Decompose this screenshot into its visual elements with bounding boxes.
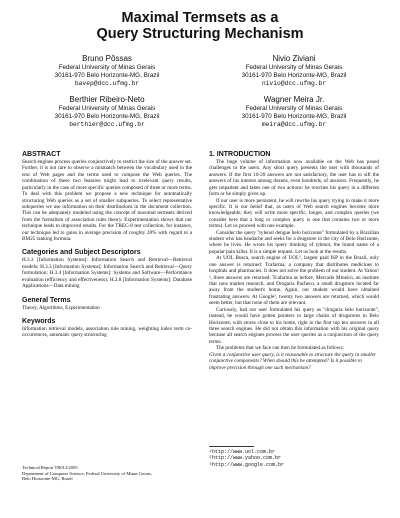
categories-heading: Categories and Subject Descriptors (22, 249, 141, 257)
categories-text: H.3.3 [Information Systems]: Information Search and Retrieval—Retrieval models; H.3.3 [Information Systems]: Information Search and Retrieval—Query formulation; H.3.4 [Information Systems]: Systems and Software—Performance evaluation (efficiency and effectiveness); H.2.8 [Information Systems]: Database Applications—Data mining (22, 257, 192, 290)
author-block-1 (22, 54, 192, 87)
author-address: 30161-970 Belo Horizonte-MG, Brazil (241, 71, 347, 79)
author-email: nivio@dcc.ufmg.br (261, 79, 327, 87)
intro-paragraph: At UOL Busca, search engine of UOL¹, largest paid ISP in the Brazil, only one answer is returned: Tcafarma, a company that distributes medicines to hospitals and pharmacies. It does not solve the problem of our student. At Yahoo!², three answers are returned: Tcafarma as before, Mercado Mineiro, an institute that runs market research, and Drogaria Pacheco, a small drugstore located far away from the student's home. Again, our student would have obtained frustrating answers. At Google³, twenty two answers are returned, which would seem better, but that none of them are relevant. (209, 255, 379, 307)
author-name: Wagner Meira Jr. (263, 95, 325, 104)
author-block-3 (22, 95, 192, 128)
title-line-2: Query Structuring Mechanism (96, 26, 304, 42)
author-email: bavep@dcc.ufmg.br (74, 79, 140, 87)
author-affiliation: Federal University of Minas Gerais (58, 105, 156, 112)
general-terms-text: Theory, Algorithms, Experimentation (22, 304, 100, 311)
technical-report-note (22, 465, 192, 482)
right-column (209, 150, 379, 371)
author-email: meira@dcc.ufmg.br (261, 120, 327, 128)
keywords-text: Information retrieval models, association rule mining, weighting index term co-occurrences, automatic query structuring (22, 326, 192, 339)
keywords-heading: Keywords (22, 318, 56, 326)
author-block-4 (209, 95, 379, 128)
footnote-uol[interactable]: ¹http://www.uol.com.br (209, 449, 276, 455)
author-address: 30161-970 Belo Horizonte-MG, Brazil (54, 71, 160, 79)
title-line-1: Maximal Termsets as a (121, 10, 279, 26)
report-line-1: Technical Report TR012/2005 (22, 465, 78, 470)
intro-paragraph: The problems that we face can then be formulated as follows: (216, 345, 344, 352)
author-name: Nivio Ziviani (272, 54, 316, 63)
general-terms-heading: General Terms (22, 296, 71, 304)
author-name: Bruno Pôssas (82, 54, 132, 63)
author-name: Berthier Ribeiro-Neto (69, 95, 145, 104)
author-email: berthier@dcc.ufmg.br (69, 120, 145, 128)
author-address: 30161-970 Belo Horizonte-MG, Brazil (241, 112, 347, 120)
footnote-google[interactable]: ³http://www.google.com.br (209, 461, 285, 468)
intro-quote: Given a conjunctive user query, is it reasonable to structure the query in smaller conjunctive components? When should this be attempted? Is it possible to improve precision through one such mechanism? (209, 351, 377, 371)
author-block-2 (209, 54, 379, 87)
author-affiliation: Federal University of Minas Gerais (245, 64, 343, 71)
footnotes (209, 446, 379, 468)
paper-title (0, 10, 400, 42)
footnote-yahoo[interactable]: ²http://www.yahoo.com.br (209, 455, 282, 462)
author-affiliation: Federal University of Minas Gerais (245, 105, 343, 112)
author-affiliation: Federal University of Minas Gerais (58, 64, 156, 71)
introduction-heading: 1. INTRODUCTION (209, 151, 271, 158)
intro-paragraph: Consider the query "tylenol dengue belo horizonte" formulated by a Brazilian student who has headache and seeks for a drugstore in the city of Belo Horizonte, where he lives. He wrote his query thinking of tylenol, the brand name of a popular pain killer. It is a simple request. Let us look at the results. (209, 229, 379, 255)
intro-paragraph: If our user is more persistent, he will rewrite his query trying to make it more specific. It is our belief that, as users of Web search engines become more knowledgeable, they will write more specific, longer, and complex queries (we consider here that a long or complex query is one that contains two or more terms). Let us proceed with one example. (209, 197, 379, 230)
author-address: 30161-970 Belo Horizonte-MG, Brazil (54, 112, 160, 120)
footnote-divider (209, 446, 254, 447)
intro-paragraph: The huge volume of information now available on the Web has posed challenges to the users. Any short query presents the user with thousands of answers. If the first 10-20 answers are not satisfactory, the user has to sift the answers of his interest among dozens, even hundreds, of answers. Frequently, he gets impatient and takes one of two actions: he rewrites his query in a different form or he simply gives up. (209, 159, 379, 198)
report-line-3: Belo Horizonte-MG, Brazil (22, 476, 73, 482)
abstract-text: Search engines process queries conjunctively to restrict the size of the answer set. Further, it is not rare to observe a mismatch between the vocabulary used in the text of Web pages and the terms used to compose the Web queries. The combination of these two features might lead to irrelevant query results, particularly in the case of more specific queries composed of three or more terms. To deal with this problem we propose a new technique for automatically structuring Web queries as a set of smaller subqueries. To select representative subqueries we use information on their distributions in the document collection. This can be adequately modeled using the concept of maximal termsets derived from the formalism of association rules theory. Experimentation shows that our technique leads to improved results. For the TREC-8 test collection, for instance, our technique led to gains in average precision of roughly 28% with regard to a BM25 ranking formula. (22, 159, 192, 243)
intro-paragraph: Curiously, had our user formulated his query as "drogaria belo horizonte", instead, he would have gotten pointers to large chains of drugstores in Belo Horizonte, with stores close to his home, right in the first top ten answers in all three search engines. He did not obtain this information with his original query because all search engines process the user queries as a conjunction of the query terms. (209, 306, 379, 345)
left-column (22, 150, 192, 339)
report-line-2: Department of Computer Science, Federal University of Minas Gerais, (22, 470, 153, 476)
abstract-heading: ABSTRACT (22, 151, 61, 158)
